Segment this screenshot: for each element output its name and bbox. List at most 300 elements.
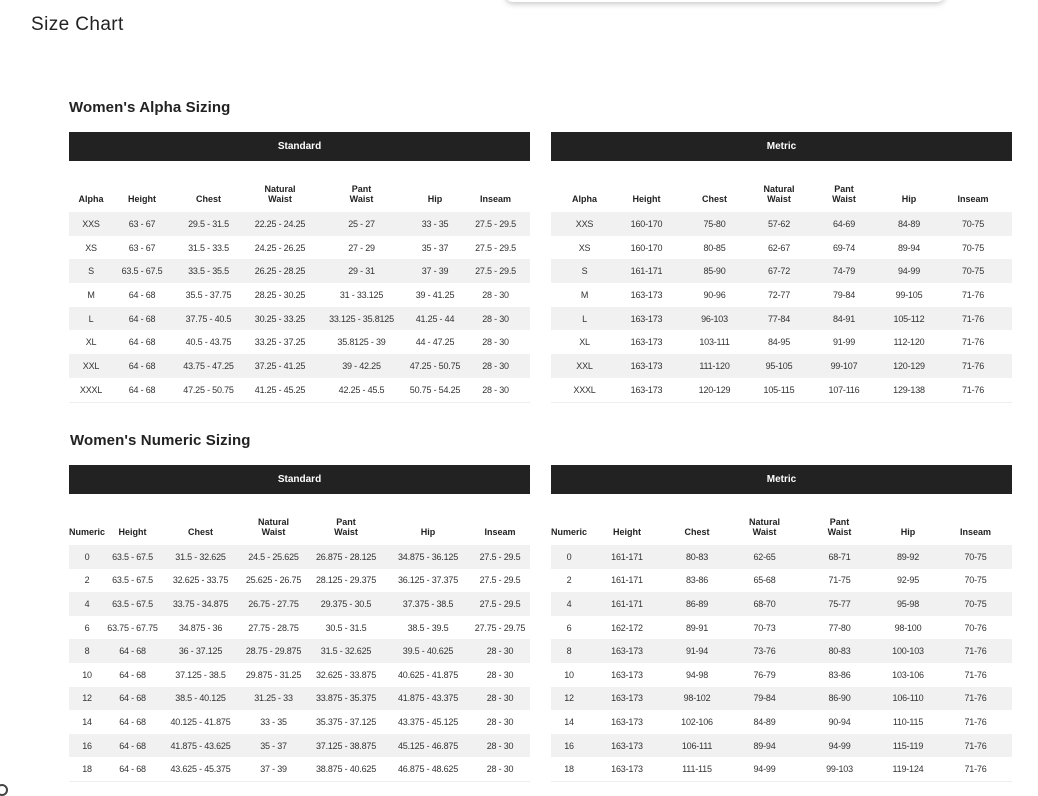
table-cell: 27.75 - 29.75 — [470, 616, 530, 640]
table-cell: 27.5 - 29.5 — [470, 569, 530, 593]
table-cell: 98-100 — [877, 616, 939, 640]
table-cell: 120-129 — [884, 354, 934, 378]
table-cell: 41.25 - 44 — [409, 307, 461, 331]
table-cell: 79-84 — [804, 283, 884, 307]
table-cell: 115-119 — [877, 734, 939, 758]
table-cell: 163-173 — [618, 307, 675, 331]
table-cell: L — [69, 307, 113, 331]
table-cell: 37 - 39 — [241, 757, 306, 781]
table-banner: Standard — [69, 465, 530, 494]
table-row — [551, 354, 1012, 378]
table-cell: 70-75 — [939, 545, 1012, 569]
table-row — [69, 236, 530, 260]
table-cell: 94-98 — [667, 663, 727, 687]
table-cell: 0 — [551, 545, 587, 569]
table-cell: 96-103 — [675, 307, 754, 331]
table-row — [551, 639, 1012, 663]
table-cell: 30.25 - 33.25 — [246, 307, 314, 331]
table-cell: 33 - 35 — [241, 710, 306, 734]
table-row — [69, 687, 530, 711]
table-cell: 161-171 — [587, 592, 667, 616]
table-cell: 89-94 — [884, 236, 934, 260]
column-header: Pant Waist — [334, 517, 358, 537]
numeric-metric-table — [551, 465, 1012, 782]
column-header: Natural Waist — [257, 517, 289, 537]
column-header: Pant Waist — [832, 184, 856, 204]
table-cell: 103-111 — [675, 330, 754, 354]
table-cell: 71-76 — [939, 663, 1012, 687]
table-cell: 160-170 — [618, 212, 675, 236]
table-cell: 70-75 — [939, 569, 1012, 593]
table-cell: XXS — [551, 212, 618, 236]
table-cell: 89-94 — [727, 734, 802, 758]
table-cell: 86-89 — [667, 592, 727, 616]
table-cell: 26.875 - 28.125 — [306, 545, 386, 569]
column-header: Alpha — [78, 194, 104, 204]
table-row — [69, 283, 530, 307]
table-cell: 25.625 - 26.75 — [241, 569, 306, 593]
table-cell: 4 — [551, 592, 587, 616]
table-cell: 27.5 - 29.5 — [461, 236, 530, 260]
table-cell: 6 — [551, 616, 587, 640]
table-cell: 71-76 — [939, 710, 1012, 734]
table-cell: 2 — [69, 569, 105, 593]
table-row — [69, 616, 530, 640]
table-cell: 18 — [69, 757, 105, 781]
table-cell: 92-95 — [877, 569, 939, 593]
table-cell: 64 - 68 — [113, 283, 171, 307]
table-cell: 34.875 - 36 — [160, 616, 241, 640]
table-cell: M — [551, 283, 618, 307]
table-cell: 28 - 30 — [461, 330, 530, 354]
table-cell: 71-76 — [939, 687, 1012, 711]
column-header: Height — [613, 527, 641, 537]
column-header: Numeric — [69, 527, 106, 537]
table-cell: 28 - 30 — [461, 283, 530, 307]
table-cell: 64-69 — [804, 212, 884, 236]
table-row — [551, 545, 1012, 569]
table-cell: 162-172 — [587, 616, 667, 640]
column-header: Chest — [684, 527, 710, 537]
table-cell: 31.5 - 32.625 — [160, 545, 241, 569]
table-cell: L — [551, 307, 618, 331]
table-cell: 4 — [69, 592, 105, 616]
table-cell: 40.125 - 41.875 — [160, 710, 241, 734]
table-cell: 29 - 31 — [314, 259, 409, 283]
table-cell: 63 - 67 — [113, 212, 171, 236]
table-cell: 31 - 33.125 — [314, 283, 409, 307]
table-cell: 29.375 - 30.5 — [306, 592, 386, 616]
table-cell: 39 - 42.25 — [314, 354, 409, 378]
table-cell: 161-171 — [587, 569, 667, 593]
table-cell: 68-71 — [802, 545, 877, 569]
column-header: Inseam — [480, 194, 512, 204]
table-cell: XXXL — [551, 378, 618, 402]
table-cell: 163-173 — [587, 757, 667, 781]
table-cell: 80-83 — [667, 545, 727, 569]
column-header: Height — [632, 194, 661, 204]
table-banner: Metric — [551, 132, 1012, 161]
table-cell: 26.25 - 28.25 — [246, 259, 314, 283]
table-cell: 163-173 — [618, 330, 675, 354]
table-cell: XXXL — [69, 378, 113, 402]
table-cell: 71-75 — [802, 569, 877, 593]
table-cell: 84-95 — [754, 330, 804, 354]
table-cell: 27.5 - 29.5 — [470, 592, 530, 616]
table-cell: 111-115 — [667, 757, 727, 781]
table-cell: 40.5 - 43.75 — [171, 330, 246, 354]
table-cell: 28 - 30 — [470, 687, 530, 711]
table-cell: 32.625 - 33.75 — [160, 569, 241, 593]
table-cell: 46.875 - 48.625 — [386, 757, 470, 781]
table-row — [551, 616, 1012, 640]
table-cell: XS — [69, 236, 113, 260]
table-cell: 95-98 — [877, 592, 939, 616]
table-cell: 28 - 30 — [470, 710, 530, 734]
table-cell: 33.25 - 37.25 — [246, 330, 314, 354]
column-header: Height — [128, 194, 156, 204]
table-cell: 57-62 — [754, 212, 804, 236]
table-cell: 70-75 — [934, 259, 1012, 283]
column-header: Hip — [420, 527, 436, 537]
table-cell: 163-173 — [618, 354, 675, 378]
table-cell: 106-110 — [877, 687, 939, 711]
table-cell: 8 — [551, 639, 587, 663]
table-cell: 75-77 — [802, 592, 877, 616]
table-row — [551, 378, 1012, 402]
table-cell: 35.375 - 37.125 — [306, 710, 386, 734]
table-cell: 33.875 - 35.375 — [306, 687, 386, 711]
table-cell: 71-76 — [934, 283, 1012, 307]
table-cell: 18 — [551, 757, 587, 781]
table-cell: 28 - 30 — [461, 378, 530, 402]
table-cell: XL — [551, 330, 618, 354]
column-header: Natural Waist — [763, 184, 795, 204]
table-cell: 163-173 — [587, 710, 667, 734]
table-cell: 163-173 — [618, 378, 675, 402]
table-cell: XXS — [69, 212, 113, 236]
table-cell: 28.25 - 30.25 — [246, 283, 314, 307]
table-cell: 70-73 — [727, 616, 802, 640]
table-row — [69, 592, 530, 616]
table-cell: 27.5 - 29.5 — [470, 545, 530, 569]
column-header: Inseam — [484, 527, 516, 537]
table-cell: 64 - 68 — [113, 378, 171, 402]
table-cell: 70-75 — [934, 212, 1012, 236]
table-cell: 64 - 68 — [105, 710, 160, 734]
table-cell: 105-115 — [754, 378, 804, 402]
table-row — [69, 354, 530, 378]
table-cell: 6 — [69, 616, 105, 640]
column-header: Numeric — [551, 527, 588, 537]
column-header: Pant Waist — [349, 184, 374, 204]
table-cell: 63.5 - 67.5 — [113, 259, 171, 283]
table-cell: 35.5 - 37.75 — [171, 283, 246, 307]
table-cell: 38.875 - 40.625 — [306, 757, 386, 781]
table-cell: 24.25 - 26.25 — [246, 236, 314, 260]
table-cell: 71-76 — [934, 330, 1012, 354]
table-cell: 43.625 - 45.375 — [160, 757, 241, 781]
table-cell: 100-103 — [877, 639, 939, 663]
table-cell: 44 - 47.25 — [409, 330, 461, 354]
table-row — [551, 710, 1012, 734]
table-cell: 43.375 - 45.125 — [386, 710, 470, 734]
table-cell: 28 - 30 — [470, 663, 530, 687]
table-cell: 8 — [69, 639, 105, 663]
column-header: Hip — [901, 194, 917, 204]
table-cell: 64 - 68 — [105, 639, 160, 663]
table-cell: 71-76 — [939, 639, 1012, 663]
table-cell: 120-129 — [675, 378, 754, 402]
table-cell: 119-124 — [877, 757, 939, 781]
table-cell: 90-94 — [802, 710, 877, 734]
table-cell: 31.5 - 32.625 — [306, 639, 386, 663]
table-cell: 29.875 - 31.25 — [241, 663, 306, 687]
table-cell: 10 — [551, 663, 587, 687]
table-cell: 27.75 - 28.75 — [241, 616, 306, 640]
table-cell: 14 — [551, 710, 587, 734]
corner-circle-icon — [0, 784, 8, 796]
table-cell: 64 - 68 — [113, 330, 171, 354]
table-cell: 37.25 - 41.25 — [246, 354, 314, 378]
table-cell: 112-120 — [884, 330, 934, 354]
table-cell: 47.25 - 50.75 — [409, 354, 461, 378]
table-cell: 40.625 - 41.875 — [386, 663, 470, 687]
table-cell: 12 — [69, 687, 105, 711]
column-header: Pant Waist — [827, 517, 852, 537]
table-row — [69, 734, 530, 758]
table-cell: 64 - 68 — [105, 734, 160, 758]
table-cell: 28.125 - 29.375 — [306, 569, 386, 593]
table-cell: XS — [551, 236, 618, 260]
page-title: Size Chart — [31, 14, 124, 35]
table-cell: 27.5 - 29.5 — [461, 212, 530, 236]
table-row — [551, 569, 1012, 593]
table-cell: 35.8125 - 39 — [314, 330, 409, 354]
table-cell: 39 - 41.25 — [409, 283, 461, 307]
table-cell: 94-99 — [884, 259, 934, 283]
table-cell: 35 - 37 — [409, 236, 461, 260]
table-cell: 32.625 - 33.875 — [306, 663, 386, 687]
table-cell: 73-76 — [727, 639, 802, 663]
table-row — [551, 212, 1012, 236]
table-cell: 83-86 — [802, 663, 877, 687]
table-cell: 163-173 — [587, 639, 667, 663]
table-cell: 28 - 30 — [470, 757, 530, 781]
table-row — [69, 378, 530, 402]
table-cell: 25 - 27 — [314, 212, 409, 236]
table-cell: XXL — [69, 354, 113, 378]
table-cell: 64 - 68 — [113, 307, 171, 331]
table-cell: M — [69, 283, 113, 307]
table-row — [69, 757, 530, 781]
table-cell: 63.75 - 67.75 — [105, 616, 160, 640]
table-cell: 70-76 — [939, 616, 1012, 640]
table-cell: 27.5 - 29.5 — [461, 259, 530, 283]
table-row — [551, 259, 1012, 283]
table-cell: 71-76 — [934, 354, 1012, 378]
table-cell: 65-68 — [727, 569, 802, 593]
table-cell: 41.25 - 45.25 — [246, 378, 314, 402]
table-cell: 91-94 — [667, 639, 727, 663]
table-cell: 74-79 — [804, 259, 884, 283]
alpha-standard-table — [69, 132, 530, 403]
section-title-alpha: Women's Alpha Sizing — [69, 99, 231, 116]
table-cell: 85-90 — [675, 259, 754, 283]
column-header: Chest — [187, 527, 213, 537]
table-row — [551, 307, 1012, 331]
table-cell: 64 - 68 — [105, 663, 160, 687]
table-cell: 71-76 — [939, 757, 1012, 781]
table-cell: 31.5 - 33.5 — [171, 236, 246, 260]
column-header: Hip — [900, 527, 916, 537]
top-popup-edge — [505, 0, 945, 2]
table-row — [69, 212, 530, 236]
table-cell: 129-138 — [884, 378, 934, 402]
table-cell: 98-102 — [667, 687, 727, 711]
column-header: Natural Waist — [264, 184, 296, 204]
table-cell: 43.75 - 47.25 — [171, 354, 246, 378]
table-cell: 62-67 — [754, 236, 804, 260]
column-header: Hip — [427, 194, 443, 204]
table-cell: XXL — [551, 354, 618, 378]
column-header: Chest — [701, 194, 727, 204]
column-header: Chest — [195, 194, 221, 204]
table-row — [69, 663, 530, 687]
table-cell: 86-90 — [802, 687, 877, 711]
table-cell: 12 — [551, 687, 587, 711]
table-row — [551, 687, 1012, 711]
table-cell: 36.125 - 37.375 — [386, 569, 470, 593]
table-cell: 16 — [551, 734, 587, 758]
table-cell: 24.5 - 25.625 — [241, 545, 306, 569]
table-cell: 68-70 — [727, 592, 802, 616]
table-cell: 37.125 - 38.5 — [160, 663, 241, 687]
table-cell: 110-115 — [877, 710, 939, 734]
table-row — [551, 757, 1012, 781]
table-row — [69, 259, 530, 283]
table-cell: 38.5 - 39.5 — [386, 616, 470, 640]
table-cell: 63.5 - 67.5 — [105, 592, 160, 616]
table-cell: 64 - 68 — [105, 757, 160, 781]
table-cell: 28 - 30 — [470, 734, 530, 758]
table-cell: 33.125 - 35.8125 — [314, 307, 409, 331]
table-cell: 33.75 - 34.875 — [160, 592, 241, 616]
table-cell: 99-105 — [884, 283, 934, 307]
table-cell: 79-84 — [727, 687, 802, 711]
table-cell: 89-92 — [877, 545, 939, 569]
table-cell: 45.125 - 46.875 — [386, 734, 470, 758]
column-header: Inseam — [960, 527, 992, 537]
table-cell: 28 - 30 — [461, 307, 530, 331]
table-cell: 2 — [551, 569, 587, 593]
table-cell: 37.125 - 38.875 — [306, 734, 386, 758]
table-cell: 0 — [69, 545, 105, 569]
table-cell: 33 - 35 — [409, 212, 461, 236]
table-banner: Standard — [69, 132, 530, 161]
table-cell: 42.25 - 45.5 — [314, 378, 409, 402]
table-cell: 94-99 — [727, 757, 802, 781]
section-title-numeric: Women's Numeric Sizing — [70, 432, 251, 449]
table-cell: 63 - 67 — [113, 236, 171, 260]
table-cell: 37.75 - 40.5 — [171, 307, 246, 331]
table-cell: 71-76 — [934, 378, 1012, 402]
table-cell: 28 - 30 — [461, 354, 530, 378]
column-header: Height — [118, 527, 147, 537]
table-cell: 80-83 — [802, 639, 877, 663]
table-cell: 161-171 — [618, 259, 675, 283]
table-cell: 77-80 — [802, 616, 877, 640]
table-cell: 64 - 68 — [113, 354, 171, 378]
table-cell: 35 - 37 — [241, 734, 306, 758]
table-row — [69, 307, 530, 331]
table-row — [69, 569, 530, 593]
table-cell: 75-80 — [675, 212, 754, 236]
table-cell: 84-91 — [804, 307, 884, 331]
table-cell: 160-170 — [618, 236, 675, 260]
table-cell: 94-99 — [802, 734, 877, 758]
table-cell: 41.875 - 43.375 — [386, 687, 470, 711]
table-cell: 90-96 — [675, 283, 754, 307]
table-cell: 103-106 — [877, 663, 939, 687]
table-cell: 22.25 - 24.25 — [246, 212, 314, 236]
table-cell: 14 — [69, 710, 105, 734]
table-cell: 69-74 — [804, 236, 884, 260]
table-cell: 163-173 — [587, 663, 667, 687]
table-cell: 105-112 — [884, 307, 934, 331]
table-cell: 99-107 — [804, 354, 884, 378]
table-cell: 37.375 - 38.5 — [386, 592, 470, 616]
table-cell: 71-76 — [934, 307, 1012, 331]
table-cell: 70-75 — [934, 236, 1012, 260]
table-cell: XL — [69, 330, 113, 354]
table-cell: 30.5 - 31.5 — [306, 616, 386, 640]
table-cell: 26.75 - 27.75 — [241, 592, 306, 616]
table-cell: 89-91 — [667, 616, 727, 640]
table-cell: 80-85 — [675, 236, 754, 260]
table-cell: 70-75 — [939, 592, 1012, 616]
table-cell: 91-99 — [804, 330, 884, 354]
table-cell: 111-120 — [675, 354, 754, 378]
table-cell: S — [551, 259, 618, 283]
table-row — [551, 734, 1012, 758]
table-cell: 99-103 — [802, 757, 877, 781]
table-cell: 106-111 — [667, 734, 727, 758]
table-cell: 102-106 — [667, 710, 727, 734]
table-row — [69, 330, 530, 354]
table-cell: 28 - 30 — [470, 639, 530, 663]
table-cell: 163-173 — [587, 734, 667, 758]
table-cell: 39.5 - 40.625 — [386, 639, 470, 663]
table-row — [69, 545, 530, 569]
table-cell: 76-79 — [727, 663, 802, 687]
table-cell: 41.875 - 43.625 — [160, 734, 241, 758]
table-row — [551, 330, 1012, 354]
table-cell: 163-173 — [618, 283, 675, 307]
table-cell: 16 — [69, 734, 105, 758]
table-cell: 163-173 — [587, 687, 667, 711]
table-cell: 50.75 - 54.25 — [409, 378, 461, 402]
table-row — [69, 710, 530, 734]
table-cell: 67-72 — [754, 259, 804, 283]
table-cell: 72-77 — [754, 283, 804, 307]
table-cell: 161-171 — [587, 545, 667, 569]
table-cell: 71-76 — [939, 734, 1012, 758]
column-header: Alpha — [571, 194, 597, 204]
table-cell: 29.5 - 31.5 — [171, 212, 246, 236]
table-cell: 84-89 — [727, 710, 802, 734]
table-cell: 83-86 — [667, 569, 727, 593]
